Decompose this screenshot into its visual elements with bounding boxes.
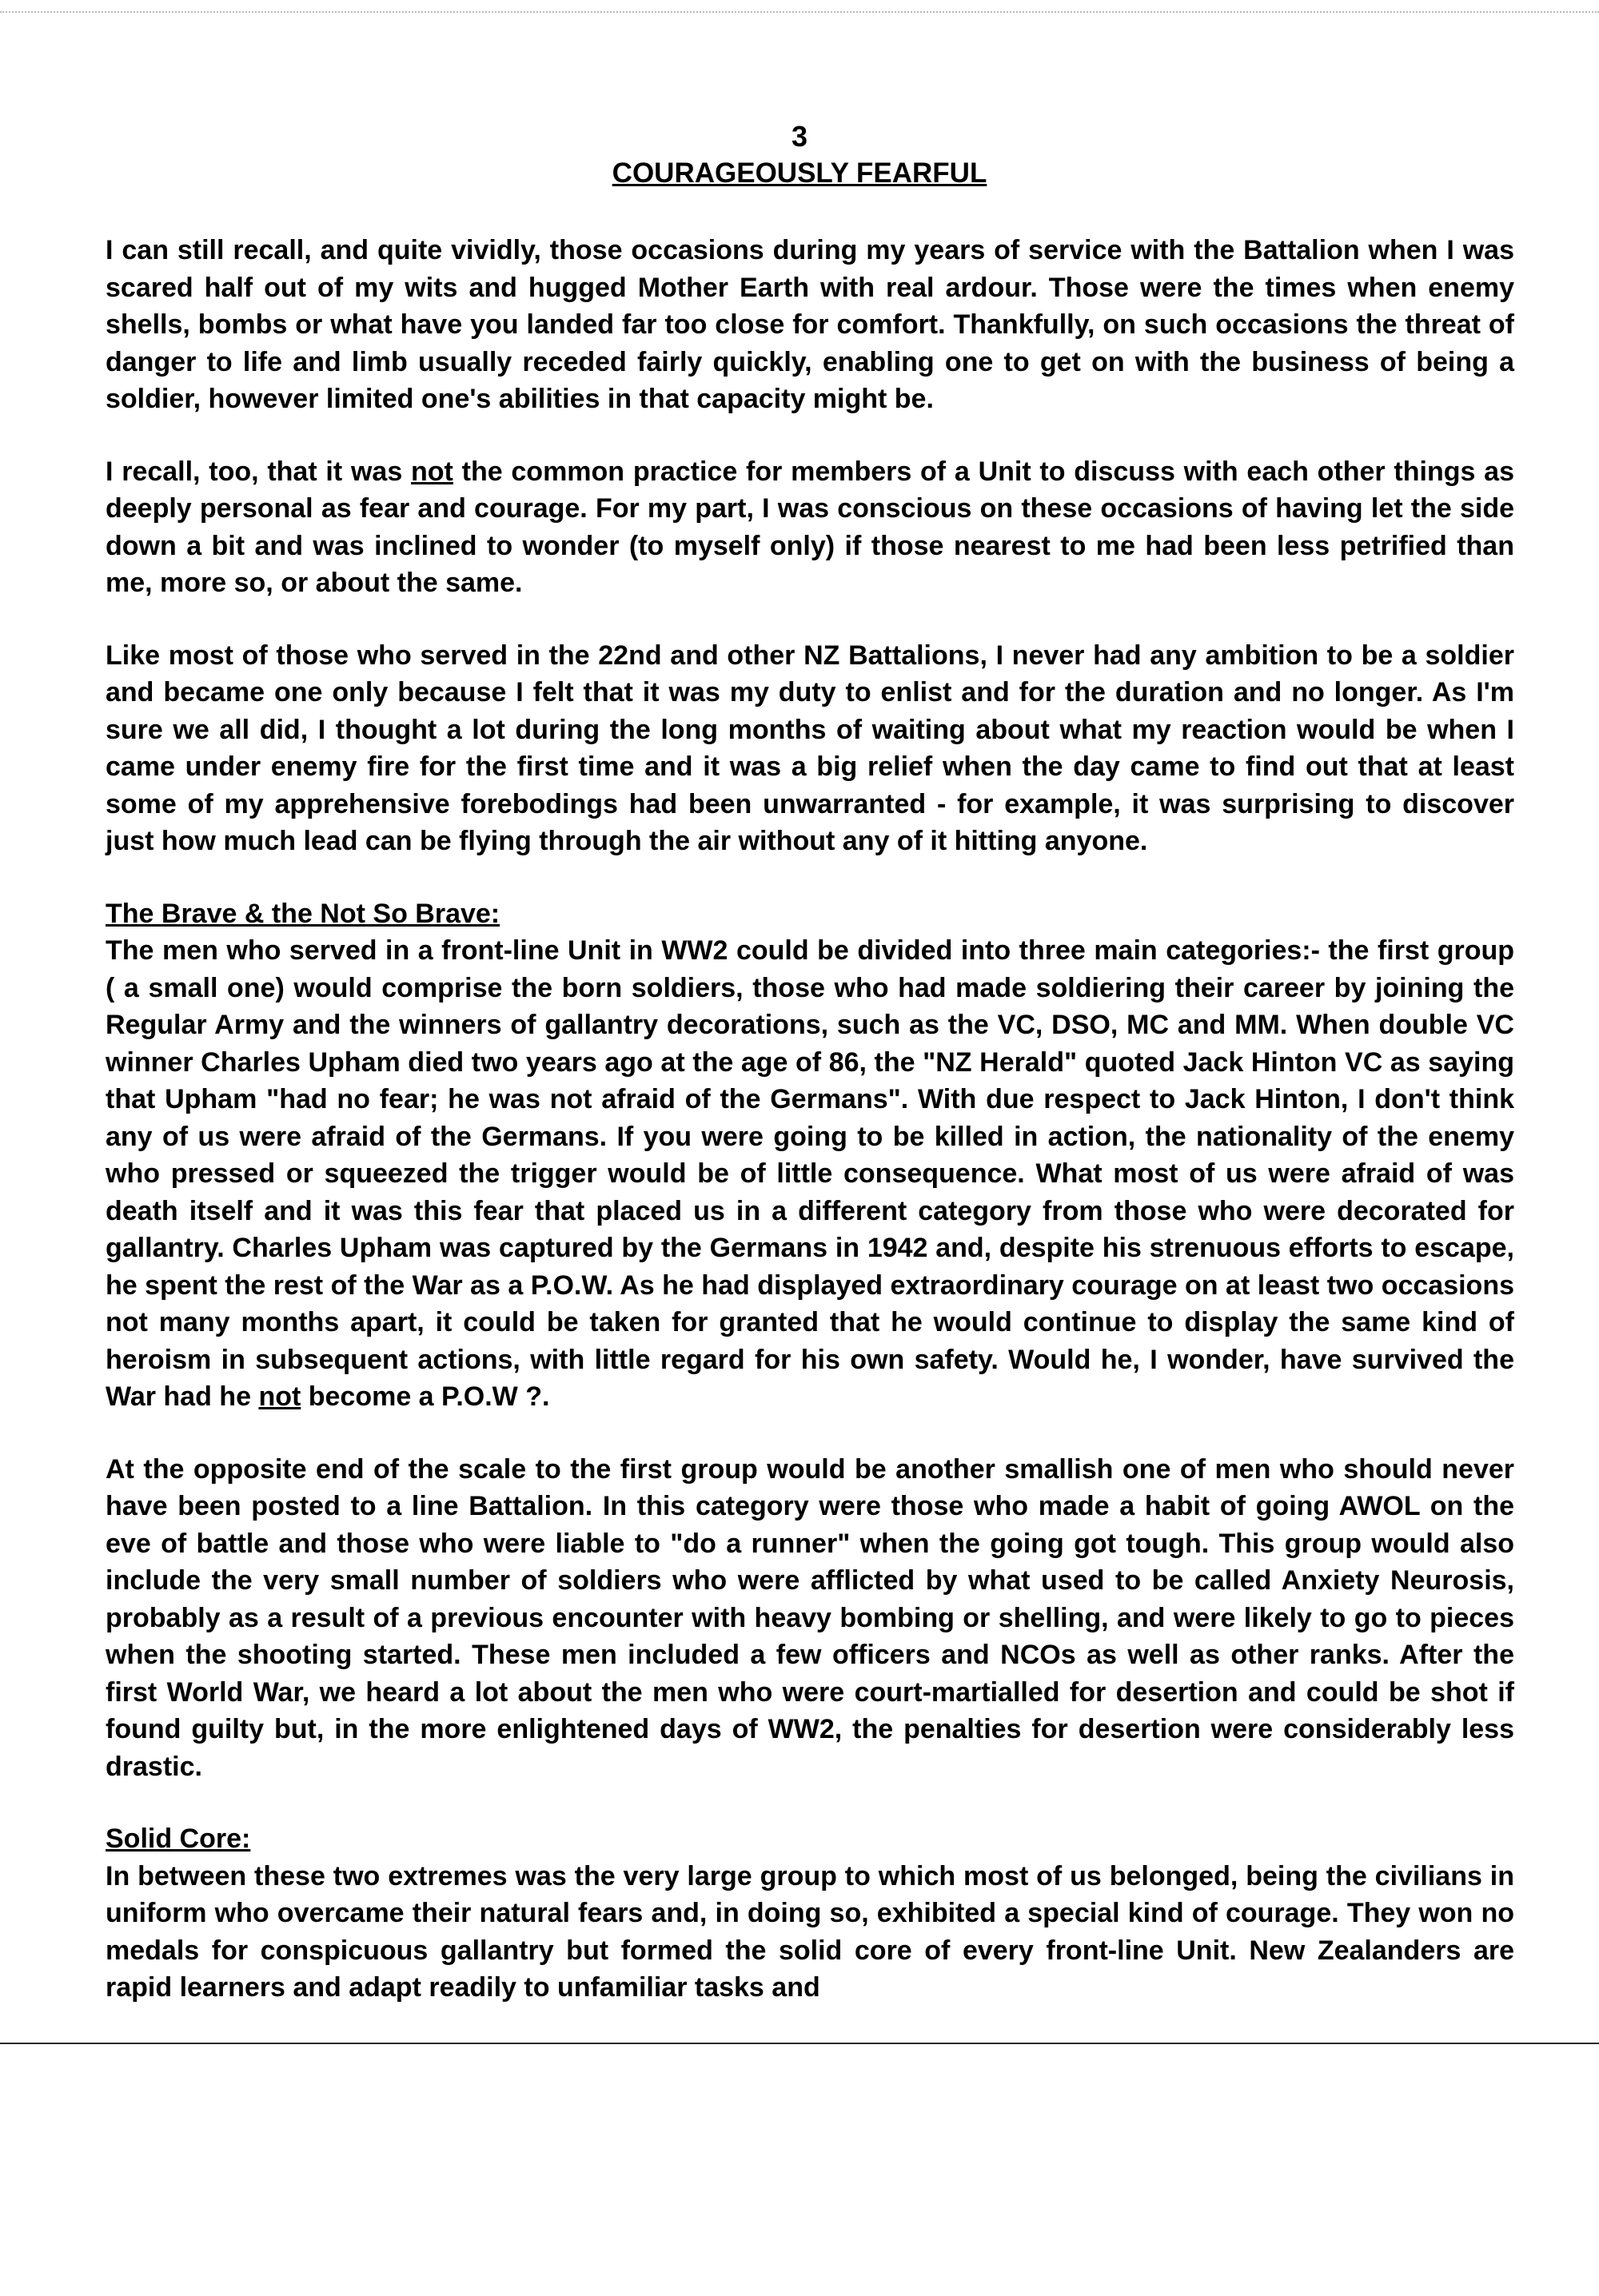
underlined-word: not (411, 456, 453, 487)
paragraph-text: The men who served in a front-line Unit in WW2 could be divided into three main categories:- the first group ( a small one) would comprise the born soldiers, those who had made soldiering their career by joining the Regular Army and the winners of gallantry decorations, such as the VC, DSO, MC and MM. When double VC winner Charles Upham died two years ago at the age of 86, the "NZ Herald" quoted Jack Hinton VC as saying that Upham "had no fear; he was not afraid of the Germans". With due respect to Jack Hinton, I don't think any of us were afraid of the Germans. If you were going to be killed in action, the nationality of the enemy who pressed or squeezed the trigger would be of little consequence. What most of us were afraid of was death itself and it was this fear that placed us in a different category from those who were decorated for gallantry. Charles Upham was captured by the Germans in 1942 and, despite his strenuous efforts to escape, he spent the rest of the War as a P.O.W. As he had displayed extraordinary courage on at least two occasions not many months apart, it could be taken for granted that he would continue to display the same kind of heroism in subsequent actions, with little regard for his own safety. Would he, I wonder, have survived the War had he (106, 935, 1514, 1412)
paragraph-opposite-end: At the opposite end of the scale to the first group would be another smallish one of men who should never have been posted to a line Battalion. In this category were those who made a habit of going AWOL on the eve of battle and those who were liable to "do a runner" when the going got tough. This group would also include the very small number of soldiers who were afflicted by what used to be called Anxiety Neurosis, probably as a result of a previous encounter with heavy bombing or shelling, and were likely to go to pieces when the shooting started. These men included a few officers and NCOs as well as other ranks. After the first World War, we heard a lot about the men who were court-martialled for desertion and could be shot if found guilty but, in the more enlightened days of WW2, the penalties for desertion were considerably less drastic. (106, 1453, 1514, 1782)
paragraph-solid-core: In between these two extremes was the very large group to which most of us belonged, being the civilians in uniform who overcame their natural fears and, in doing so, exhibited a special kind of courage. They won no medals for conspicuous gallantry but formed the solid core of every front-line Unit. New Zealanders are rapid learners and adapt readily to unfamiliar tasks and (106, 1860, 1514, 2003)
page-header (0, 118, 1599, 192)
paragraph-text: become a P.O.W ?. (301, 1381, 550, 1412)
paragraph-categories (106, 932, 1514, 1416)
scan-edge-line (0, 11, 1599, 13)
paragraph-text: I recall, too, that it was (106, 456, 411, 487)
underlined-word: not (258, 1381, 301, 1412)
paragraph-fear-courage (106, 453, 1514, 602)
section-heading-core: Solid Core: (106, 1824, 251, 1854)
paragraph-ambition: Like most of those who served in the 22nd and other NZ Battalions, I never had any ambition to be a soldier and became one only because I felt that it was my duty to enlist and for the duration and no longer. As I'm sure we all did, I thought a lot during the long months of waiting about what my reaction would be when I came under enemy fire for the first time and it was a big relief when the day came to find out that at least some of my apprehensive forebodings had been unwarranted - for example, it was surprising to discover just how much lead can be flying through the air without any of it hitting anyone. (106, 640, 1514, 856)
page-title: COURAGEOUSLY FEARFUL (612, 157, 987, 189)
paragraph-recall: I can still recall, and quite vividly, those occasions during my years of service with the Battalion when I was scared half out of my wits and hugged Mother Earth with real ardour. Those were the times when enemy shells, bombs or what have you landed far too close for comfort. Thankfully, on such occasions the threat of danger to life and limb usually receded fairly quickly, enabling one to get on with the business of being a soldier, however limited one's abilities in that capacity might be. (106, 235, 1514, 414)
paragraph-text: the common practice for members of a Unit to discuss with each other things as deeply personal as fear and courage. For my part, I was conscious on these occasions of having let the side down a bit and was inclined to wonder (to myself only) if those nearest to me had been less petrified than me, more so, or about the same. (106, 456, 1514, 598)
strikethrough-line (0, 2043, 1599, 2044)
page-number: 3 (791, 120, 808, 153)
section-heading-brave: The Brave & the Not So Brave: (106, 898, 500, 929)
document-body (106, 232, 1514, 2042)
